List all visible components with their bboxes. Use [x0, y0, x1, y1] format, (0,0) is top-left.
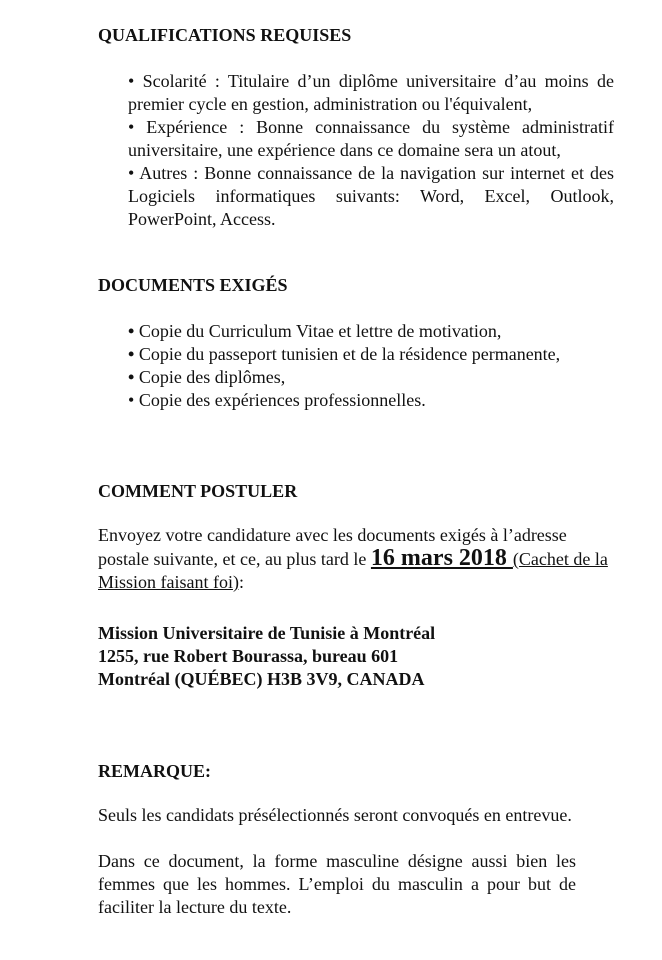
apply-colon: :	[239, 572, 245, 592]
bullet-icon: •	[128, 390, 135, 410]
qualifications-list	[128, 70, 614, 231]
documents-list	[128, 320, 628, 412]
address-line-3: Montréal (QUÉBEC) H3B 3V9, CANADA	[98, 669, 425, 689]
address-line-2: 1255, rue Robert Bourassa, bureau 601	[98, 646, 399, 666]
qualifications-heading: QUALIFICATIONS REQUISES	[98, 25, 352, 45]
remark-paragraph-2: Dans ce document, la forme masculine désigne aussi bien les femmes que les hommes. L’emploi du masculin a pour but de faciliter la lecture du texte.	[98, 851, 576, 917]
document-item-experiences	[128, 389, 628, 412]
deadline-date: 16 mars 2018	[370, 545, 513, 571]
postal-address	[98, 622, 618, 691]
qualification-item-schooling: • Scolarité : Titulaire d’un diplôme universitaire d’au moins de premier cycle en gestion, administration ou l'équivalent,	[128, 71, 614, 114]
postmark-note: (Cachet de la Mission faisant foi)	[98, 549, 608, 592]
document-item-diplomas	[128, 366, 628, 389]
document-item-label: Copie du Curriculum Vitae et lettre de motivation,	[134, 321, 502, 341]
apply-text: Envoyez votre candidature avec les documents exigés à l’adresse postale suivante, et ce, au plus tard le	[98, 525, 567, 569]
bullet-icon: •	[128, 344, 135, 364]
document-item-label: Copie des expériences professionnelles.	[134, 390, 426, 410]
document-item-label: Copie du passeport tunisien et de la résidence permanente,	[134, 344, 561, 364]
document-item-label: Copie des diplômes,	[134, 367, 286, 387]
bullet-icon: •	[128, 321, 135, 341]
qualification-item-experience: • Expérience : Bonne connaissance du système administratif universitaire, une expérience dans ce domaine sera un atout,	[128, 117, 614, 160]
qualification-item-other: • Autres : Bonne connaissance de la navigation sur internet et des Logiciels informatiques suivants: Word, Excel, Outlook, PowerPoint, Access.	[128, 163, 614, 229]
apply-paragraph	[98, 524, 618, 594]
bullet-icon: •	[128, 367, 135, 387]
apply-heading: COMMENT POSTULER	[98, 481, 298, 501]
document-item-cv	[128, 320, 628, 343]
remark-heading: REMARQUE:	[98, 761, 211, 781]
remark-paragraph-1: Seuls les candidats présélectionnés seront convoqués en entrevue.	[98, 805, 572, 825]
apply-instructions	[98, 524, 618, 594]
documents-heading: DOCUMENTS EXIGÉS	[98, 275, 288, 295]
document-item-passport	[128, 343, 628, 366]
address-line-1: Mission Universitaire de Tunisie à Montréal	[98, 623, 436, 643]
